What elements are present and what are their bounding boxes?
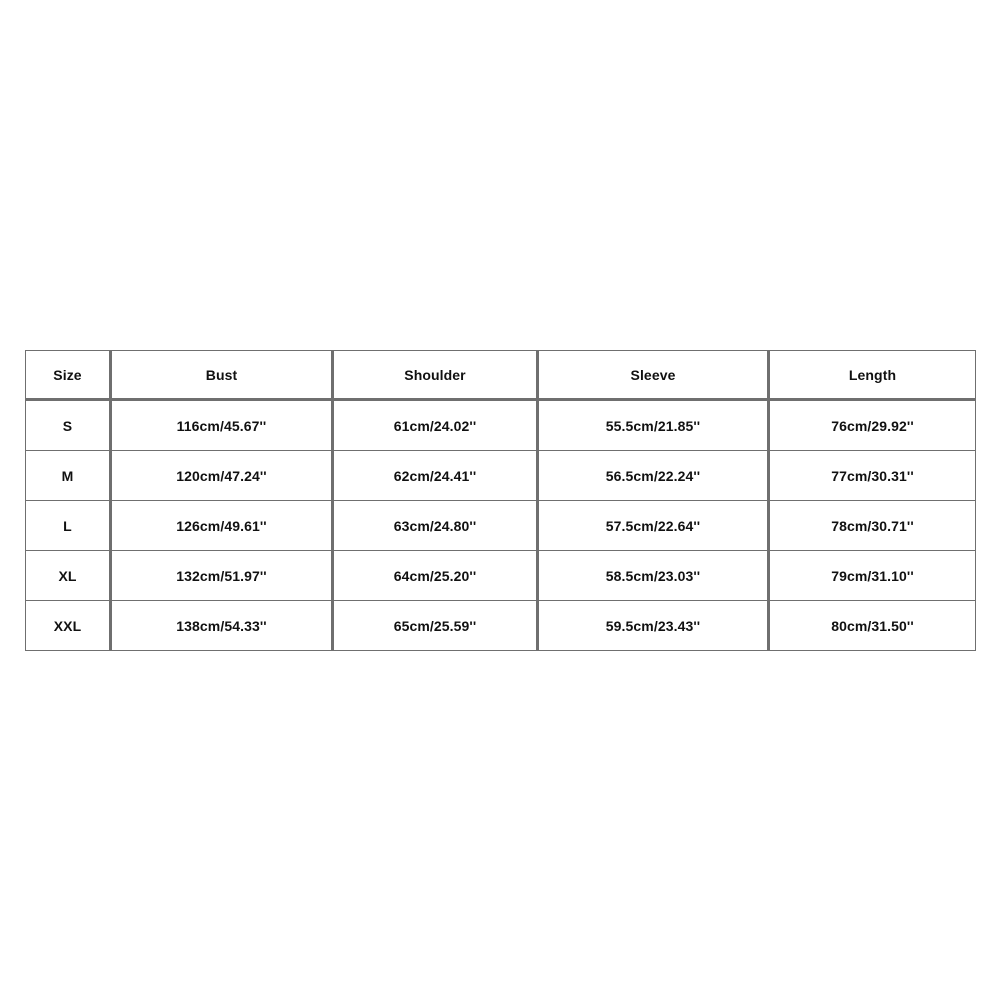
size-chart-header <box>26 351 976 401</box>
cell-size: M <box>26 451 112 501</box>
header-length: Length <box>770 351 976 401</box>
cell-shoulder: 65cm/25.59'' <box>334 601 539 651</box>
cell-bust: 132cm/51.97'' <box>112 551 334 601</box>
cell-shoulder: 62cm/24.41'' <box>334 451 539 501</box>
table-row <box>26 401 976 451</box>
cell-size: L <box>26 501 112 551</box>
header-bust: Bust <box>112 351 334 401</box>
header-size: Size <box>26 351 112 401</box>
cell-shoulder: 61cm/24.02'' <box>334 401 539 451</box>
cell-length: 77cm/30.31'' <box>770 451 976 501</box>
cell-sleeve: 55.5cm/21.85'' <box>539 401 770 451</box>
cell-length: 78cm/30.71'' <box>770 501 976 551</box>
table-row <box>26 601 976 651</box>
cell-sleeve: 57.5cm/22.64'' <box>539 501 770 551</box>
header-shoulder: Shoulder <box>334 351 539 401</box>
cell-length: 79cm/31.10'' <box>770 551 976 601</box>
cell-size: XXL <box>26 601 112 651</box>
size-chart-table <box>25 350 976 651</box>
table-row <box>26 501 976 551</box>
cell-bust: 116cm/45.67'' <box>112 401 334 451</box>
cell-shoulder: 64cm/25.20'' <box>334 551 539 601</box>
cell-sleeve: 56.5cm/22.24'' <box>539 451 770 501</box>
cell-bust: 138cm/54.33'' <box>112 601 334 651</box>
cell-sleeve: 58.5cm/23.03'' <box>539 551 770 601</box>
cell-length: 76cm/29.92'' <box>770 401 976 451</box>
table-row <box>26 451 976 501</box>
table-row <box>26 551 976 601</box>
size-chart-body <box>26 401 976 651</box>
cell-bust: 120cm/47.24'' <box>112 451 334 501</box>
cell-length: 80cm/31.50'' <box>770 601 976 651</box>
cell-sleeve: 59.5cm/23.43'' <box>539 601 770 651</box>
header-sleeve: Sleeve <box>539 351 770 401</box>
cell-size: S <box>26 401 112 451</box>
cell-size: XL <box>26 551 112 601</box>
header-row <box>26 351 976 401</box>
cell-bust: 126cm/49.61'' <box>112 501 334 551</box>
cell-shoulder: 63cm/24.80'' <box>334 501 539 551</box>
